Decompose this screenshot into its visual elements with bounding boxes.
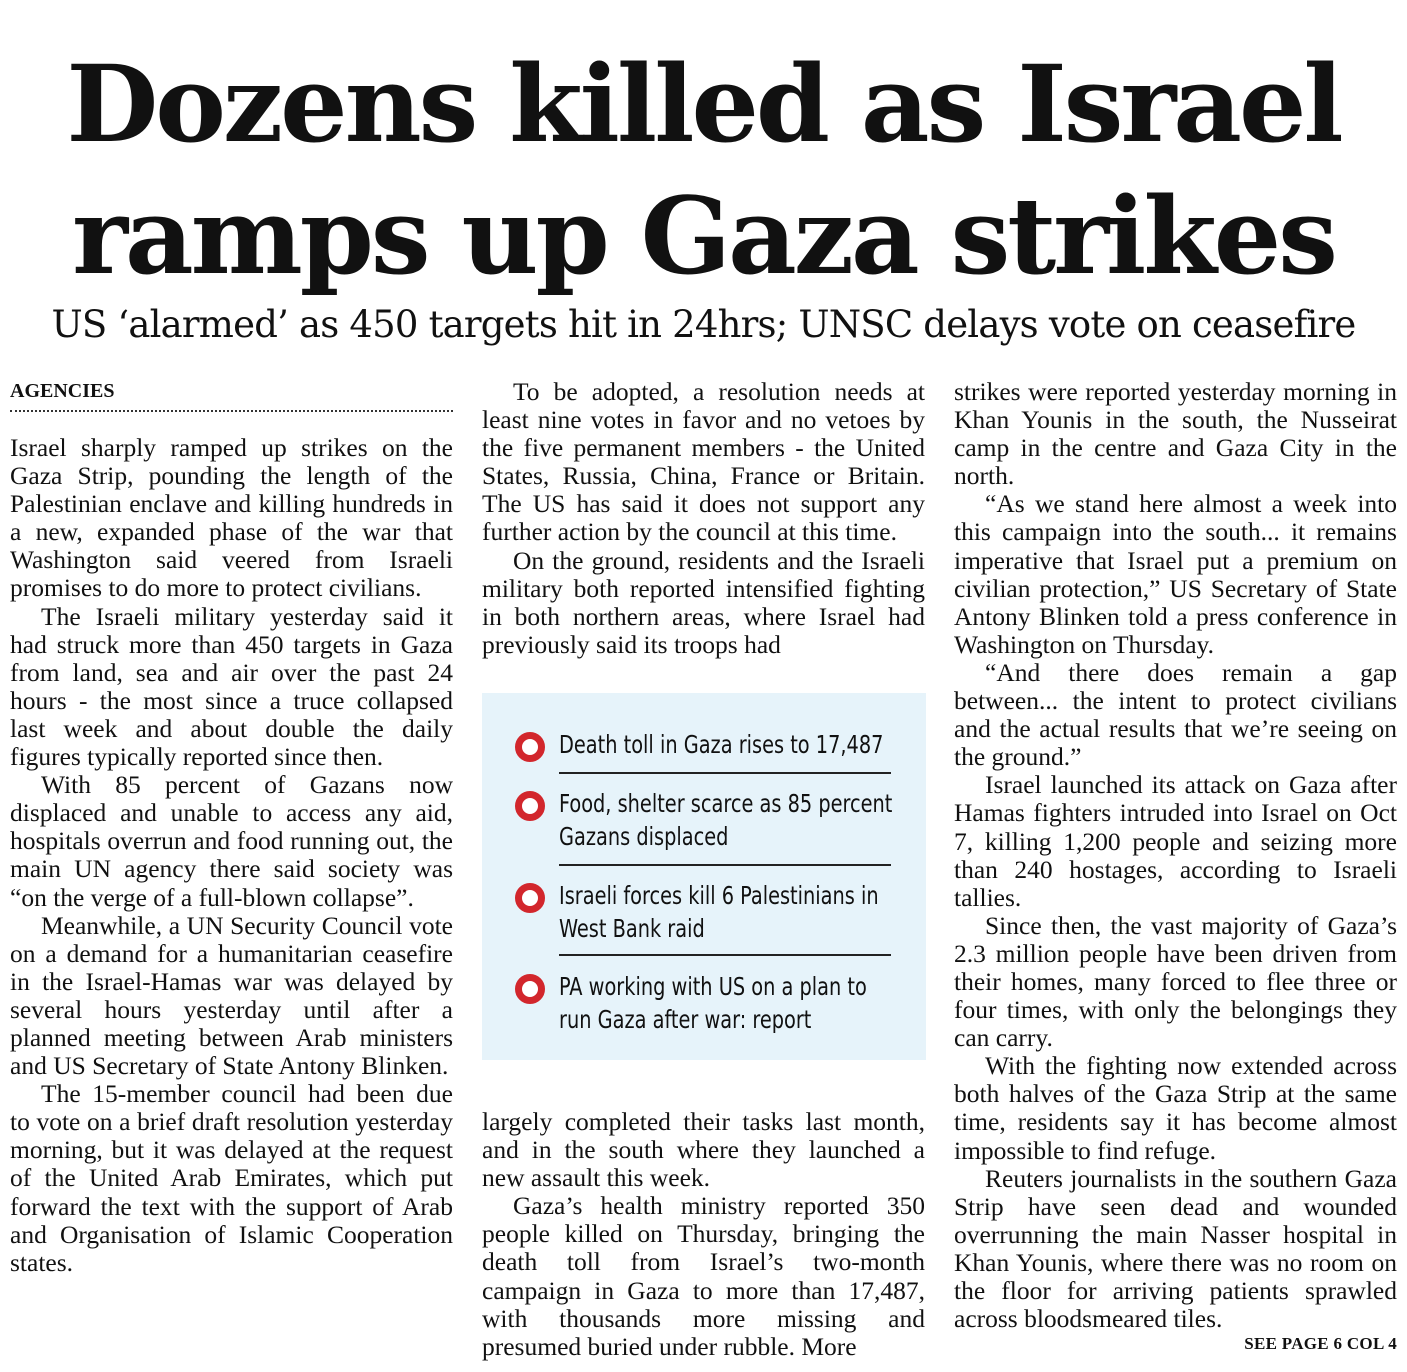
bullet-icon — [515, 974, 545, 1004]
paragraph: strikes were reported yesterday morning in Khan Younis in the south, the Nusseirat camp in the centre and Gaza City in the north. — [954, 377, 1397, 491]
article-column-2-bottom — [482, 1108, 925, 1361]
highlight-text: Death toll in Gaza rises to 17,487 — [559, 730, 884, 759]
bullet-icon — [515, 791, 545, 821]
paragraph: With the fighting now extended across both halves of the Gaza Strip at the same time, residents say it has become almost impossible to find refuge. — [954, 1051, 1397, 1165]
paragraph: Meanwhile, a UN Security Council vote on a demand for a humanitarian ceasefire in the Israel-Hamas war was delayed by several hours yesterday until after a planned meeting between Arab ministers and US Secretary of State Antony Blinken. — [10, 910, 453, 1081]
paragraph: largely completed their tasks last month, and in the south where they launched a new assault this week. — [482, 1107, 925, 1193]
paragraph: “As we stand here almost a week into this campaign into the south... it remains imperative that Israel put a premium on civilian protection,” US Secretary of State Antony Blinken told a press conference in Washington on Thursday. — [954, 489, 1397, 659]
article-column-1 — [10, 434, 453, 1277]
bullet-icon — [515, 883, 545, 913]
headline-line-1: Dozens killed as Israel — [66, 41, 1341, 166]
highlights-box — [482, 693, 926, 1060]
paragraph: The Israeli military yesterday said it had struck more than 450 targets in Gaza from land, sea and air over the past 24 hours - the most since a truce collapsed last week and about double the daily figures typically reported since then. — [10, 601, 453, 772]
paragraph: Reuters journalists in the southern Gaza Strip have seen dead and wounded overrunning the main Nasser hospital in Khan Younis, where there was no room on the floor for arriving patients sprawled across bloodsmeared tiles. — [954, 1163, 1397, 1334]
highlight-text: Israeli forces kill 6 Palestinians in West Bank raid — [559, 881, 879, 943]
byline: AGENCIES — [10, 378, 453, 412]
paragraph: Since then, the vast majority of Gaza’s 2.3 million people have been driven from their homes, many forced to flee three or four times, with only the belongings they can carry. — [954, 910, 1397, 1053]
paragraph: Israel launched its attack on Gaza after Hamas fighters intruded into Israel on Oct 7, killing 1,200 people and seizing more than 240 hostages, according to Israeli tallies. — [954, 770, 1397, 912]
paragraph: Israel sharply ramped up strikes on the Gaza Strip, pounding the length of the Palestinian enclave and killing hundreds in a new, expanded phase of the war that Washington said veered from Israeli promises to do more to protect civilians. — [10, 433, 453, 603]
divider — [559, 954, 891, 956]
paragraph: Gaza’s health ministry reported 350 people killed on Thursday, bringing the death toll from Israel’s two-month campaign in Gaza to more than 17,487, with thousands more missing and presumed buried under rubble. More — [482, 1191, 925, 1361]
divider — [559, 772, 891, 774]
divider — [559, 864, 891, 866]
paragraph: The 15-member council had been due to vote on a brief draft resolution yesterday morning, but it was delayed at the request of the United Arab Emirates, which put forward the text with the support of Arab and Organisation of Islamic Cooperation states. — [10, 1079, 453, 1277]
paragraph: With 85 percent of Gazans now displaced and unable to access any aid, hospitals overrun and food running out, the main UN agency there said society was “on the verge of a full-blown collapse”. — [10, 770, 453, 912]
highlight-text: PA working with US on a plan to run Gaza after war: report — [559, 972, 867, 1034]
bullet-icon — [515, 732, 545, 762]
highlight-text: Food, shelter scarce as 85 percent Gazans displaced — [559, 789, 893, 851]
article-column-3 — [954, 378, 1397, 1333]
deck-subheadline: US ‘alarmed’ as 450 targets hit in 24hrs; UNSC delays vote on ceasefire — [51, 303, 1356, 346]
headline-line-2: ramps up Gaza strikes — [72, 173, 1335, 298]
paragraph: To be adopted, a resolution needs at least nine votes in favor and no vetoes by the five permanent members - the United States, Russia, China, France or Britain. The US has said it does not support any further action by the council at this time. — [482, 377, 925, 547]
paragraph: On the ground, residents and the Israeli military both reported intensified fighting in both northern areas, where Israel had previously said its troops had — [482, 545, 925, 659]
article-column-2-top — [482, 378, 925, 659]
paragraph: “And there does remain a gap between... the intent to protect civilians and the actual results that we’re seeing on the ground.” — [954, 657, 1397, 772]
jump-link[interactable]: SEE PAGE 6 COL 4 — [1244, 1334, 1397, 1353]
